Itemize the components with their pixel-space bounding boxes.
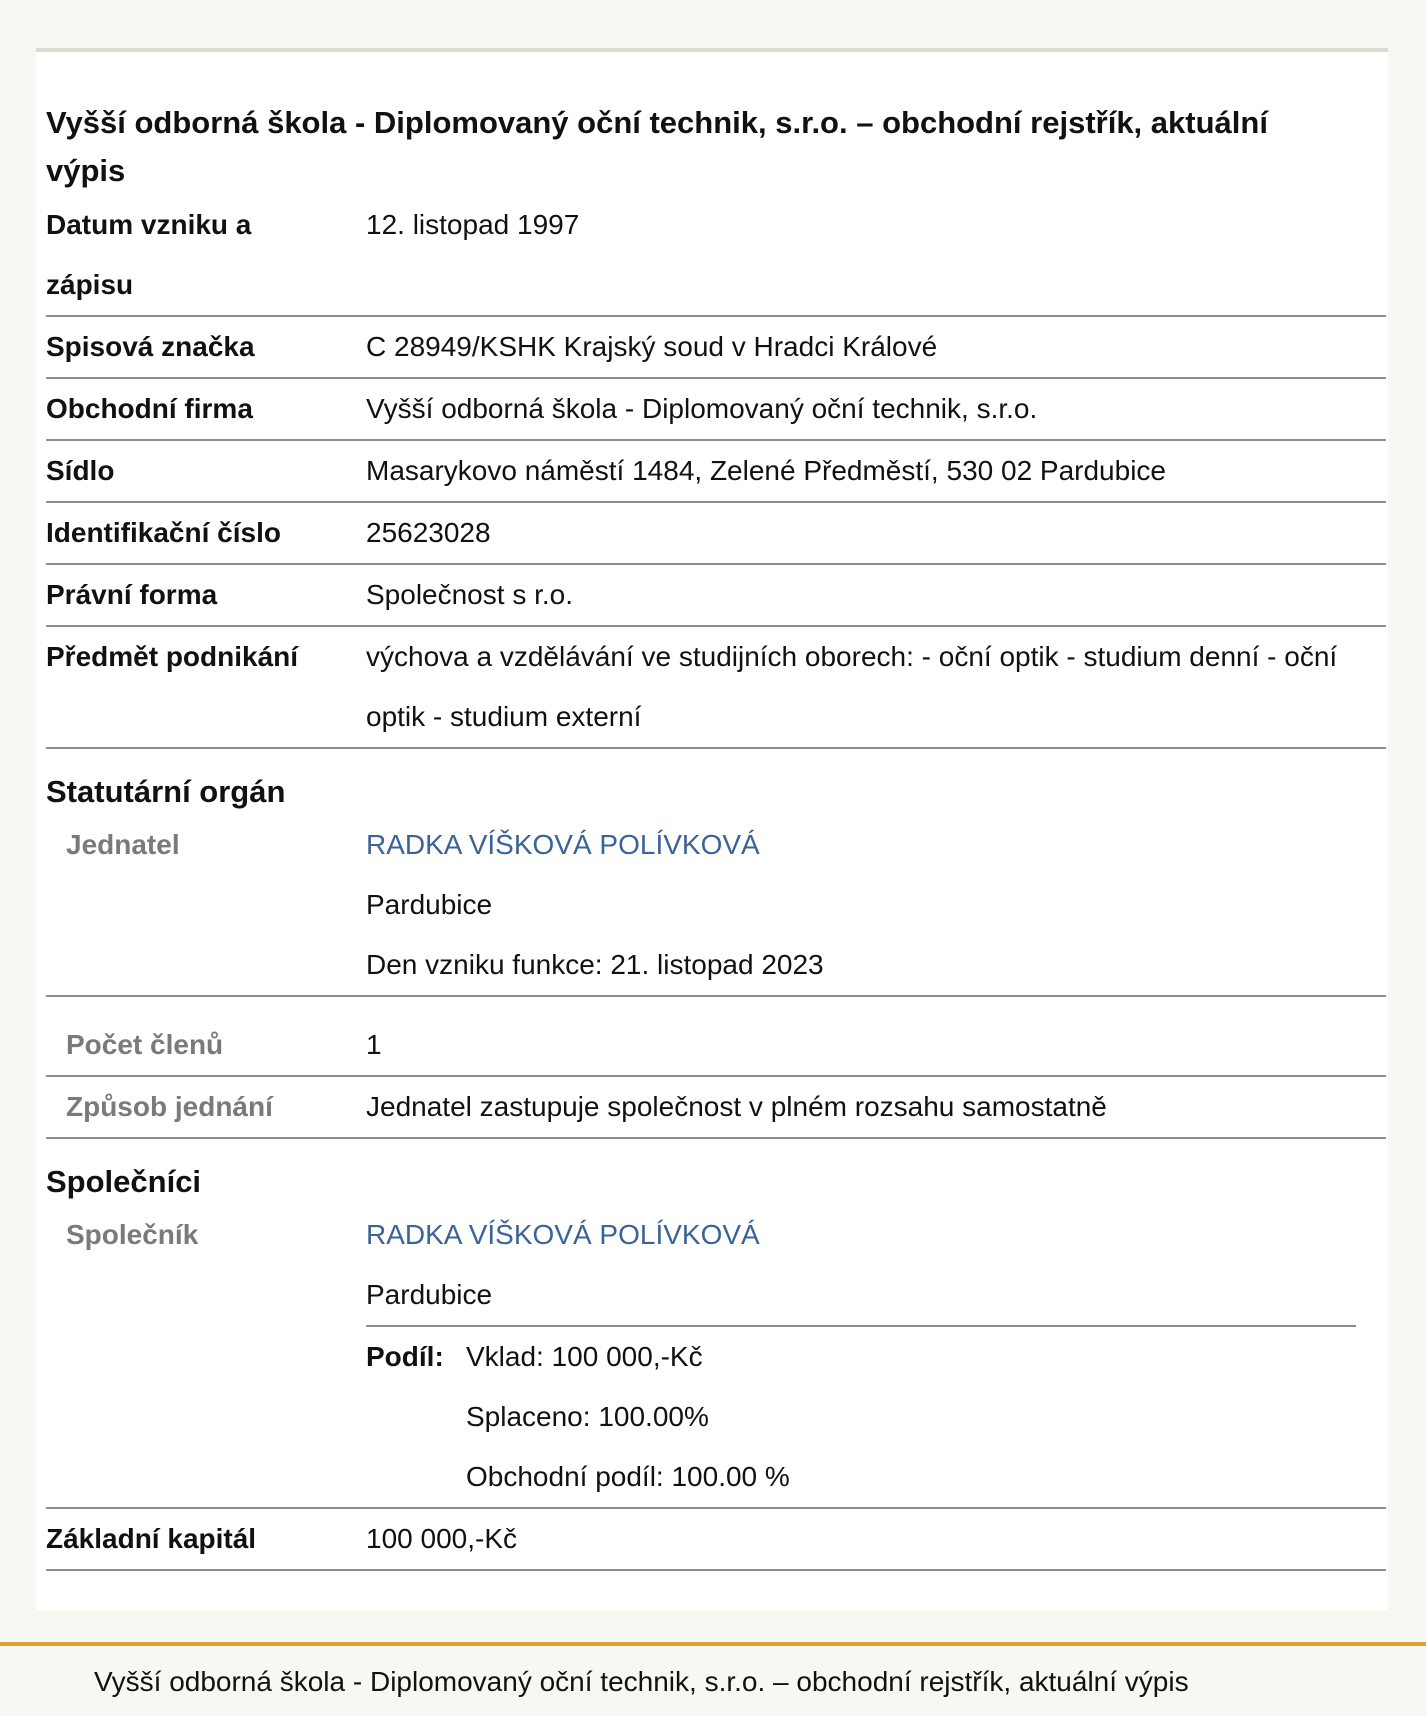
row-founding-date <box>46 195 1386 317</box>
row-value: 25623028 <box>366 517 491 548</box>
row-label: Spisová značka <box>46 331 255 362</box>
row-label: Datum vzniku a zápisu <box>46 209 252 300</box>
row-business-name <box>46 379 1386 441</box>
row-label: Sídlo <box>46 455 115 486</box>
row-label: Jednatel <box>66 829 180 860</box>
row-value: 12. listopad 1997 <box>366 209 580 240</box>
row-business-activity <box>46 627 1386 749</box>
row-label: Základní kapitál <box>46 1523 257 1554</box>
share-details <box>466 1327 790 1507</box>
section-statutory-heading: Statutární orgán <box>46 774 286 809</box>
share-block <box>366 1325 1356 1507</box>
row-value: C 28949/KSHK Krajský soud v Hradci Králové <box>366 331 938 362</box>
row-id-number <box>46 503 1386 565</box>
register-content <box>46 52 1386 1571</box>
row-value: Masarykovo náměstí 1484, Zelené Předměstí, 530 02 Pardubice <box>366 455 1166 486</box>
row-value: Společnost s r.o. <box>366 579 574 610</box>
row-seat <box>46 441 1386 503</box>
row-partner <box>46 1205 1386 1509</box>
row-acting-method <box>46 1077 1386 1139</box>
row-value <box>366 1205 1386 1507</box>
row-label: Obchodní firma <box>46 393 253 424</box>
person-link[interactable]: RADKA VÍŠKOVÁ POLÍVKOVÁ <box>366 1219 760 1250</box>
footer-text: Vyšší odborná škola - Diplomovaný oční technik, s.r.o. – obchodní rejstřík, aktuální výpis <box>94 1666 1189 1697</box>
share-label: Podíl: <box>366 1341 444 1372</box>
row-label: Způsob jednání <box>66 1091 273 1122</box>
row-value <box>366 815 1386 995</box>
row-legal-form <box>46 565 1386 627</box>
page-title: Vyšší odborná škola - Diplomovaný oční technik, s.r.o. – obchodní rejstřík, aktuální výpis <box>46 105 1268 188</box>
row-label: Společník <box>66 1219 199 1250</box>
person-city: Pardubice <box>366 1279 493 1310</box>
share-business: Obchodní podíl: 100.00 % <box>466 1461 790 1492</box>
row-value: 100 000,-Kč <box>366 1523 517 1554</box>
function-start: Den vzniku funkce: 21. listopad 2023 <box>366 949 824 980</box>
row-label: Právní forma <box>46 579 218 610</box>
person-city: Pardubice <box>366 889 493 920</box>
row-label: Počet členů <box>66 1029 224 1060</box>
row-value: výchova a vzdělávání ve studijních oborech: - oční optik - studium denní - oční optik - studium externí <box>366 641 1338 732</box>
row-value: 1 <box>366 1029 382 1060</box>
spacer <box>46 997 1386 1015</box>
section-partners-heading: Společníci <box>46 1164 202 1199</box>
person-link[interactable]: RADKA VÍŠKOVÁ POLÍVKOVÁ <box>366 829 760 860</box>
row-file-number <box>46 317 1386 379</box>
row-label: Identifikační číslo <box>46 517 281 548</box>
register-card <box>36 48 1388 1610</box>
row-value: Jednatel zastupuje společnost v plném rozsahu samostatně <box>366 1091 1107 1122</box>
share-deposit: Vklad: 100 000,-Kč <box>466 1341 703 1372</box>
row-managing-director <box>46 815 1386 997</box>
row-label: Předmět podnikání <box>46 641 299 672</box>
row-registered-capital <box>46 1509 1386 1571</box>
row-member-count <box>46 1015 1386 1077</box>
row-value: Vyšší odborná škola - Diplomovaný oční technik, s.r.o. <box>366 393 1038 424</box>
share-paid: Splaceno: 100.00% <box>466 1401 709 1432</box>
